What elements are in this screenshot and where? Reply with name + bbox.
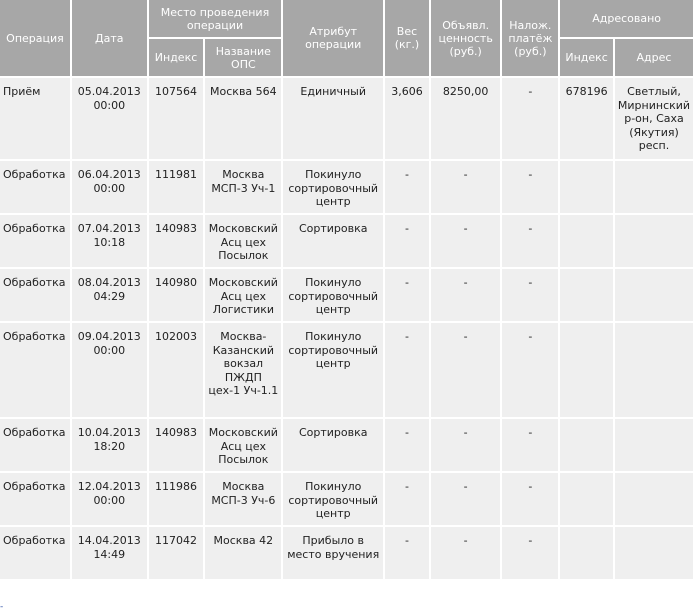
cell-attribute: Покинуло сортировочный центр <box>283 269 383 321</box>
cell-index: 102003 <box>149 323 204 417</box>
cell-addr <box>615 323 693 417</box>
cell-addr <box>615 527 693 579</box>
cell-addr-index <box>560 419 613 471</box>
cell-addr: Светлый, Мирнинский р-он, Саха (Якутия) респ. <box>615 78 693 159</box>
cell-weight: 3,606 <box>385 78 429 159</box>
cell-index: 107564 <box>149 78 204 159</box>
header-weight: Вес (кг.) <box>385 0 429 76</box>
table-row <box>0 527 693 579</box>
cell-operation: Обработка <box>0 419 70 471</box>
cell-name: Москва 564 <box>205 78 281 159</box>
cell-weight: - <box>385 215 429 267</box>
cell-date: 09.04.2013 00:00 <box>72 323 147 417</box>
header-location: Место проведения операции <box>149 0 282 37</box>
header-attribute: Атрибут операции <box>283 0 383 76</box>
header-addressed: Адресовано <box>560 0 693 37</box>
cell-weight: - <box>385 161 429 213</box>
cell-name: Москва-Казанский вокзал ПЖДП цех-1 Уч-1.1 <box>205 323 281 417</box>
cell-date: 12.04.2013 00:00 <box>72 473 147 525</box>
cell-addr-index <box>560 473 613 525</box>
cell-value: - <box>431 473 501 525</box>
cell-cod: - <box>502 473 558 525</box>
cell-addr-index <box>560 215 613 267</box>
cell-index: 117042 <box>149 527 204 579</box>
cell-attribute: Прибыло в место вручения <box>283 527 383 579</box>
header-addr-index: Индекс <box>560 39 613 76</box>
table-row <box>0 215 693 267</box>
header-date: Дата <box>72 0 147 76</box>
cell-addr <box>615 473 693 525</box>
cell-date: 08.04.2013 04:29 <box>72 269 147 321</box>
cell-addr <box>615 161 693 213</box>
header-location-index: Индекс <box>149 39 204 76</box>
cell-attribute: Сортировка <box>283 215 383 267</box>
cell-operation: Приём <box>0 78 70 159</box>
cell-date: 14.04.2013 14:49 <box>72 527 147 579</box>
cell-value: - <box>431 419 501 471</box>
cell-cod: - <box>502 215 558 267</box>
table-row <box>0 161 693 213</box>
table-row <box>0 269 693 321</box>
cell-attribute: Покинуло сортировочный центр <box>283 323 383 417</box>
table-row <box>0 419 693 471</box>
cell-addr-index <box>560 323 613 417</box>
cell-name: Московский Асц цех Посылок <box>205 215 281 267</box>
table-row <box>0 323 693 417</box>
cell-date: 05.04.2013 00:00 <box>72 78 147 159</box>
cell-attribute: Покинуло сортировочный центр <box>283 473 383 525</box>
cell-attribute: Покинуло сортировочный центр <box>283 161 383 213</box>
cell-operation: Обработка <box>0 527 70 579</box>
cell-index: 111981 <box>149 161 204 213</box>
cell-cod: - <box>502 161 558 213</box>
cell-cod: - <box>502 419 558 471</box>
cell-attribute: Сортировка <box>283 419 383 471</box>
cell-addr <box>615 419 693 471</box>
cell-operation: Обработка <box>0 323 70 417</box>
cell-addr-index <box>560 161 613 213</box>
cell-weight: - <box>385 323 429 417</box>
cell-weight: - <box>385 473 429 525</box>
cell-date: 10.04.2013 18:20 <box>72 419 147 471</box>
cell-name: Москва МСП-3 Уч-6 <box>205 473 281 525</box>
table-row <box>0 78 693 159</box>
cell-attribute: Единичный <box>283 78 383 159</box>
cell-addr-index <box>560 269 613 321</box>
header-addr-address: Адрес <box>615 39 693 76</box>
cell-cod: - <box>502 269 558 321</box>
table-row <box>0 473 693 525</box>
cell-value: - <box>431 527 501 579</box>
footer-mark: - <box>0 602 4 612</box>
cell-index: 111986 <box>149 473 204 525</box>
header-declared-value: Объявл. ценность (руб.) <box>431 0 501 76</box>
cell-date: 07.04.2013 10:18 <box>72 215 147 267</box>
header-location-name: Название ОПС <box>205 39 281 76</box>
header-cod: Налож. платёж (руб.) <box>502 0 558 76</box>
cell-value: - <box>431 269 501 321</box>
cell-addr <box>615 215 693 267</box>
cell-operation: Обработка <box>0 269 70 321</box>
cell-value: - <box>431 161 501 213</box>
cell-value: 8250,00 <box>431 78 501 159</box>
cell-weight: - <box>385 527 429 579</box>
cell-weight: - <box>385 269 429 321</box>
cell-value: - <box>431 215 501 267</box>
cell-operation: Обработка <box>0 473 70 525</box>
cell-addr-index <box>560 527 613 579</box>
cell-value: - <box>431 323 501 417</box>
cell-name: Москва 42 <box>205 527 281 579</box>
cell-cod: - <box>502 527 558 579</box>
cell-name: Московский Асц цех Логистики <box>205 269 281 321</box>
cell-cod: - <box>502 323 558 417</box>
cell-index: 140983 <box>149 215 204 267</box>
cell-name: Москва МСП-3 Уч-1 <box>205 161 281 213</box>
cell-cod: - <box>502 78 558 159</box>
cell-addr-index: 678196 <box>560 78 613 159</box>
cell-weight: - <box>385 419 429 471</box>
cell-addr <box>615 269 693 321</box>
cell-date: 06.04.2013 00:00 <box>72 161 147 213</box>
header-operation: Операция <box>0 0 70 76</box>
cell-name: Московский Асц цех Посылок <box>205 419 281 471</box>
cell-index: 140983 <box>149 419 204 471</box>
cell-operation: Обработка <box>0 161 70 213</box>
cell-index: 140980 <box>149 269 204 321</box>
cell-operation: Обработка <box>0 215 70 267</box>
